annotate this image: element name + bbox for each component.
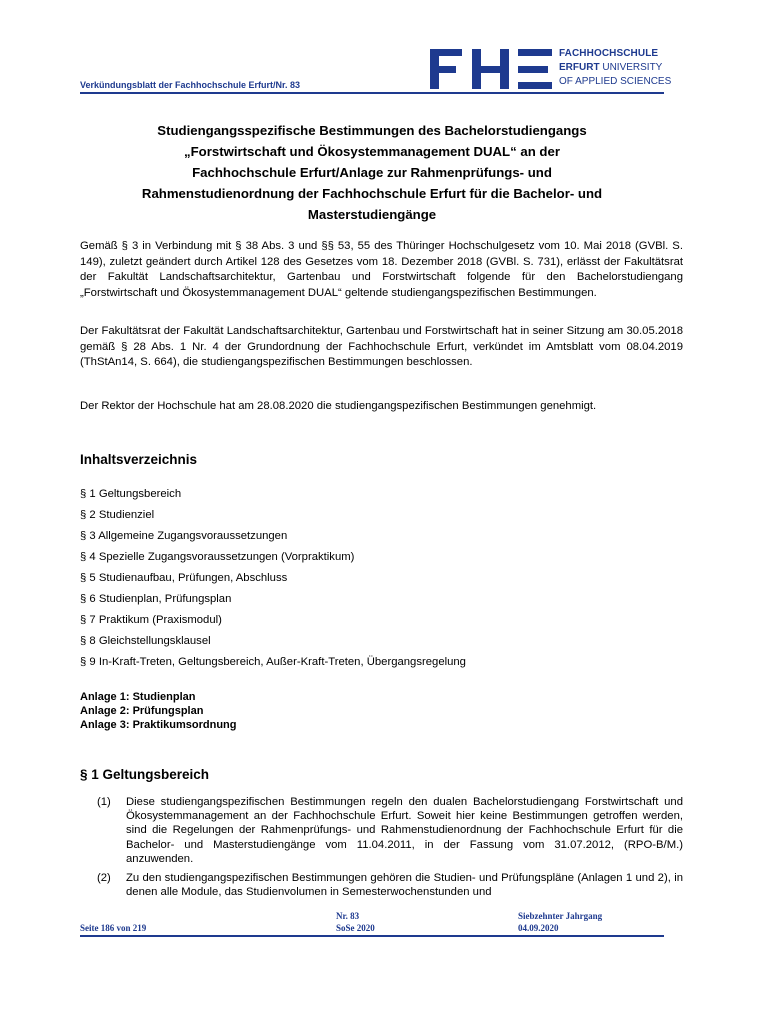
semester: SoSe 2020	[336, 923, 375, 933]
toc-item: § 9 In-Kraft-Treten, Geltungsbereich, Außer-Kraft-Treten, Übergangsregelung	[80, 656, 466, 668]
toc-list	[80, 486, 466, 675]
title-line: Fachhochschule Erfurt/Anlage zur Rahmenprüfungs- und	[192, 165, 552, 180]
footer-divider	[80, 935, 664, 937]
toc-item: § 6 Studienplan, Prüfungsplan	[80, 593, 232, 605]
fhe-logo-mark-icon	[428, 46, 556, 92]
annex-item: Anlage 1: Studienplan	[80, 691, 196, 703]
item-number: (2)	[97, 872, 111, 885]
logo-line-3: OF APPLIED SCIENCES	[559, 76, 672, 87]
preamble-paragraph-2: Der Fakultätsrat der Fakultät Landschaftsarchitektur, Gartenbau und Forstwirtschaft hat in seiner Sitzung am 30.05.2018 gemäß § 28 Abs. 1 Nr. 4 der Grundordnung der Fachhochschule Erfurt, verkündet im Amtsblatt vom 08.04.2019 (ThStAn14, S. 664), die studiengangspezifischen Bestimmungen beschlossen.	[80, 325, 683, 368]
running-title: Verkündungsblatt der Fachhochschule Erfurt/Nr. 83	[80, 80, 301, 90]
section-1-item	[80, 871, 683, 899]
toc-item: § 7 Praktikum (Praxismodul)	[80, 614, 222, 626]
toc-item: § 1 Geltungsbereich	[80, 488, 182, 500]
section-1-item	[80, 795, 683, 866]
section-1-list	[80, 795, 683, 904]
page-footer	[80, 911, 664, 937]
item-number: (1)	[97, 796, 111, 808]
toc-item: § 2 Studienziel	[80, 509, 155, 521]
page-number: Seite 186 von 219	[80, 923, 147, 933]
preamble-paragraph-3: Der Rektor der Hochschule hat am 28.08.2020 die studiengangspezifischen Bestimmungen genehmigt.	[80, 400, 597, 412]
annex-item: Anlage 2: Prüfungsplan	[80, 705, 204, 717]
publication-date: 04.09.2020	[518, 923, 559, 933]
toc-item: § 4 Spezielle Zugangsvoraussetzungen (Vorpraktikum)	[80, 551, 355, 563]
section-1-heading: § 1 Geltungsbereich	[80, 767, 210, 782]
toc-item: § 3 Allgemeine Zugangsvoraussetzungen	[80, 530, 288, 542]
toc-heading: Inhaltsverzeichnis	[80, 452, 198, 467]
item-text: Zu den studiengangspezifischen Bestimmungen gehören die Studien- und Prüfungspläne (Anlagen 1 und 2), in denen alle Module, das Studienvolumen in Semesterwochenstunden und	[126, 872, 683, 899]
toc-item: § 5 Studienaufbau, Prüfungen, Abschluss	[80, 572, 288, 584]
header-divider	[80, 92, 664, 94]
item-text: Diese studiengangspezifischen Bestimmungen regeln den dualen Bachelorstudiengang Forstwirtschaft und Ökosystemmanagement an der Fachhochschule Erfurt. Soweit hier keine Bestimmungen getroffen werden, sind die Regelungen der Rahmenprüfungs- und Rahmenstudienordnung der Fachhochschule Erfurt für die Bachelor- und Masterstudiengänge vom 11.04.2011, in der Fassung vom 31.07.2012, (RPO-B/M.) anzuwenden.	[126, 796, 683, 865]
issue-number: Nr. 83	[336, 911, 360, 921]
volume: Siebzehnter Jahrgang	[518, 911, 603, 921]
university-logo	[428, 46, 672, 92]
title-line: Rahmenstudienordnung der Fachhochschule Erfurt für die Bachelor- und	[141, 186, 603, 201]
annex-list	[80, 690, 236, 732]
annex-item: Anlage 3: Praktikumsordnung	[80, 719, 237, 731]
toc-item: § 8 Gleichstellungsklausel	[80, 635, 211, 647]
logo-line-2-rest: UNIVERSITY	[602, 62, 663, 73]
title-line: Studiengangsspezifische Bestimmungen des Bachelorstudiengangs	[157, 123, 587, 138]
preamble-paragraph-1: Gemäß § 3 in Verbindung mit § 38 Abs. 3 und §§ 53, 55 des Thüringer Hochschulgesetz vom 10. Mai 2018 (GVBl. S. 149), zuletzt geändert durch Artikel 128 des Gesetzes vom 18. Dezember 2018 (GVBl. S. 731), erlässt der Fakultätsrat der Fakultät Landschaftsarchitektur, Gartenbau und Forstwirtschaft folgende für den Bachelorstudiengang „Forstwirtschaft und Ökosystemmanagement DUAL“ geltende studiengangspezifischen Bestimmungen.	[80, 240, 683, 299]
logo-line-2	[559, 62, 662, 73]
title-line: „Forstwirtschaft und Ökosystemmanagement DUAL“ an der	[184, 144, 560, 159]
title-line: Masterstudiengänge	[307, 207, 437, 222]
logo-line-1: FACHHOCHSCHULE	[559, 48, 659, 59]
logo-line-2-bold: ERFURT	[559, 62, 600, 73]
document-title	[80, 120, 664, 225]
